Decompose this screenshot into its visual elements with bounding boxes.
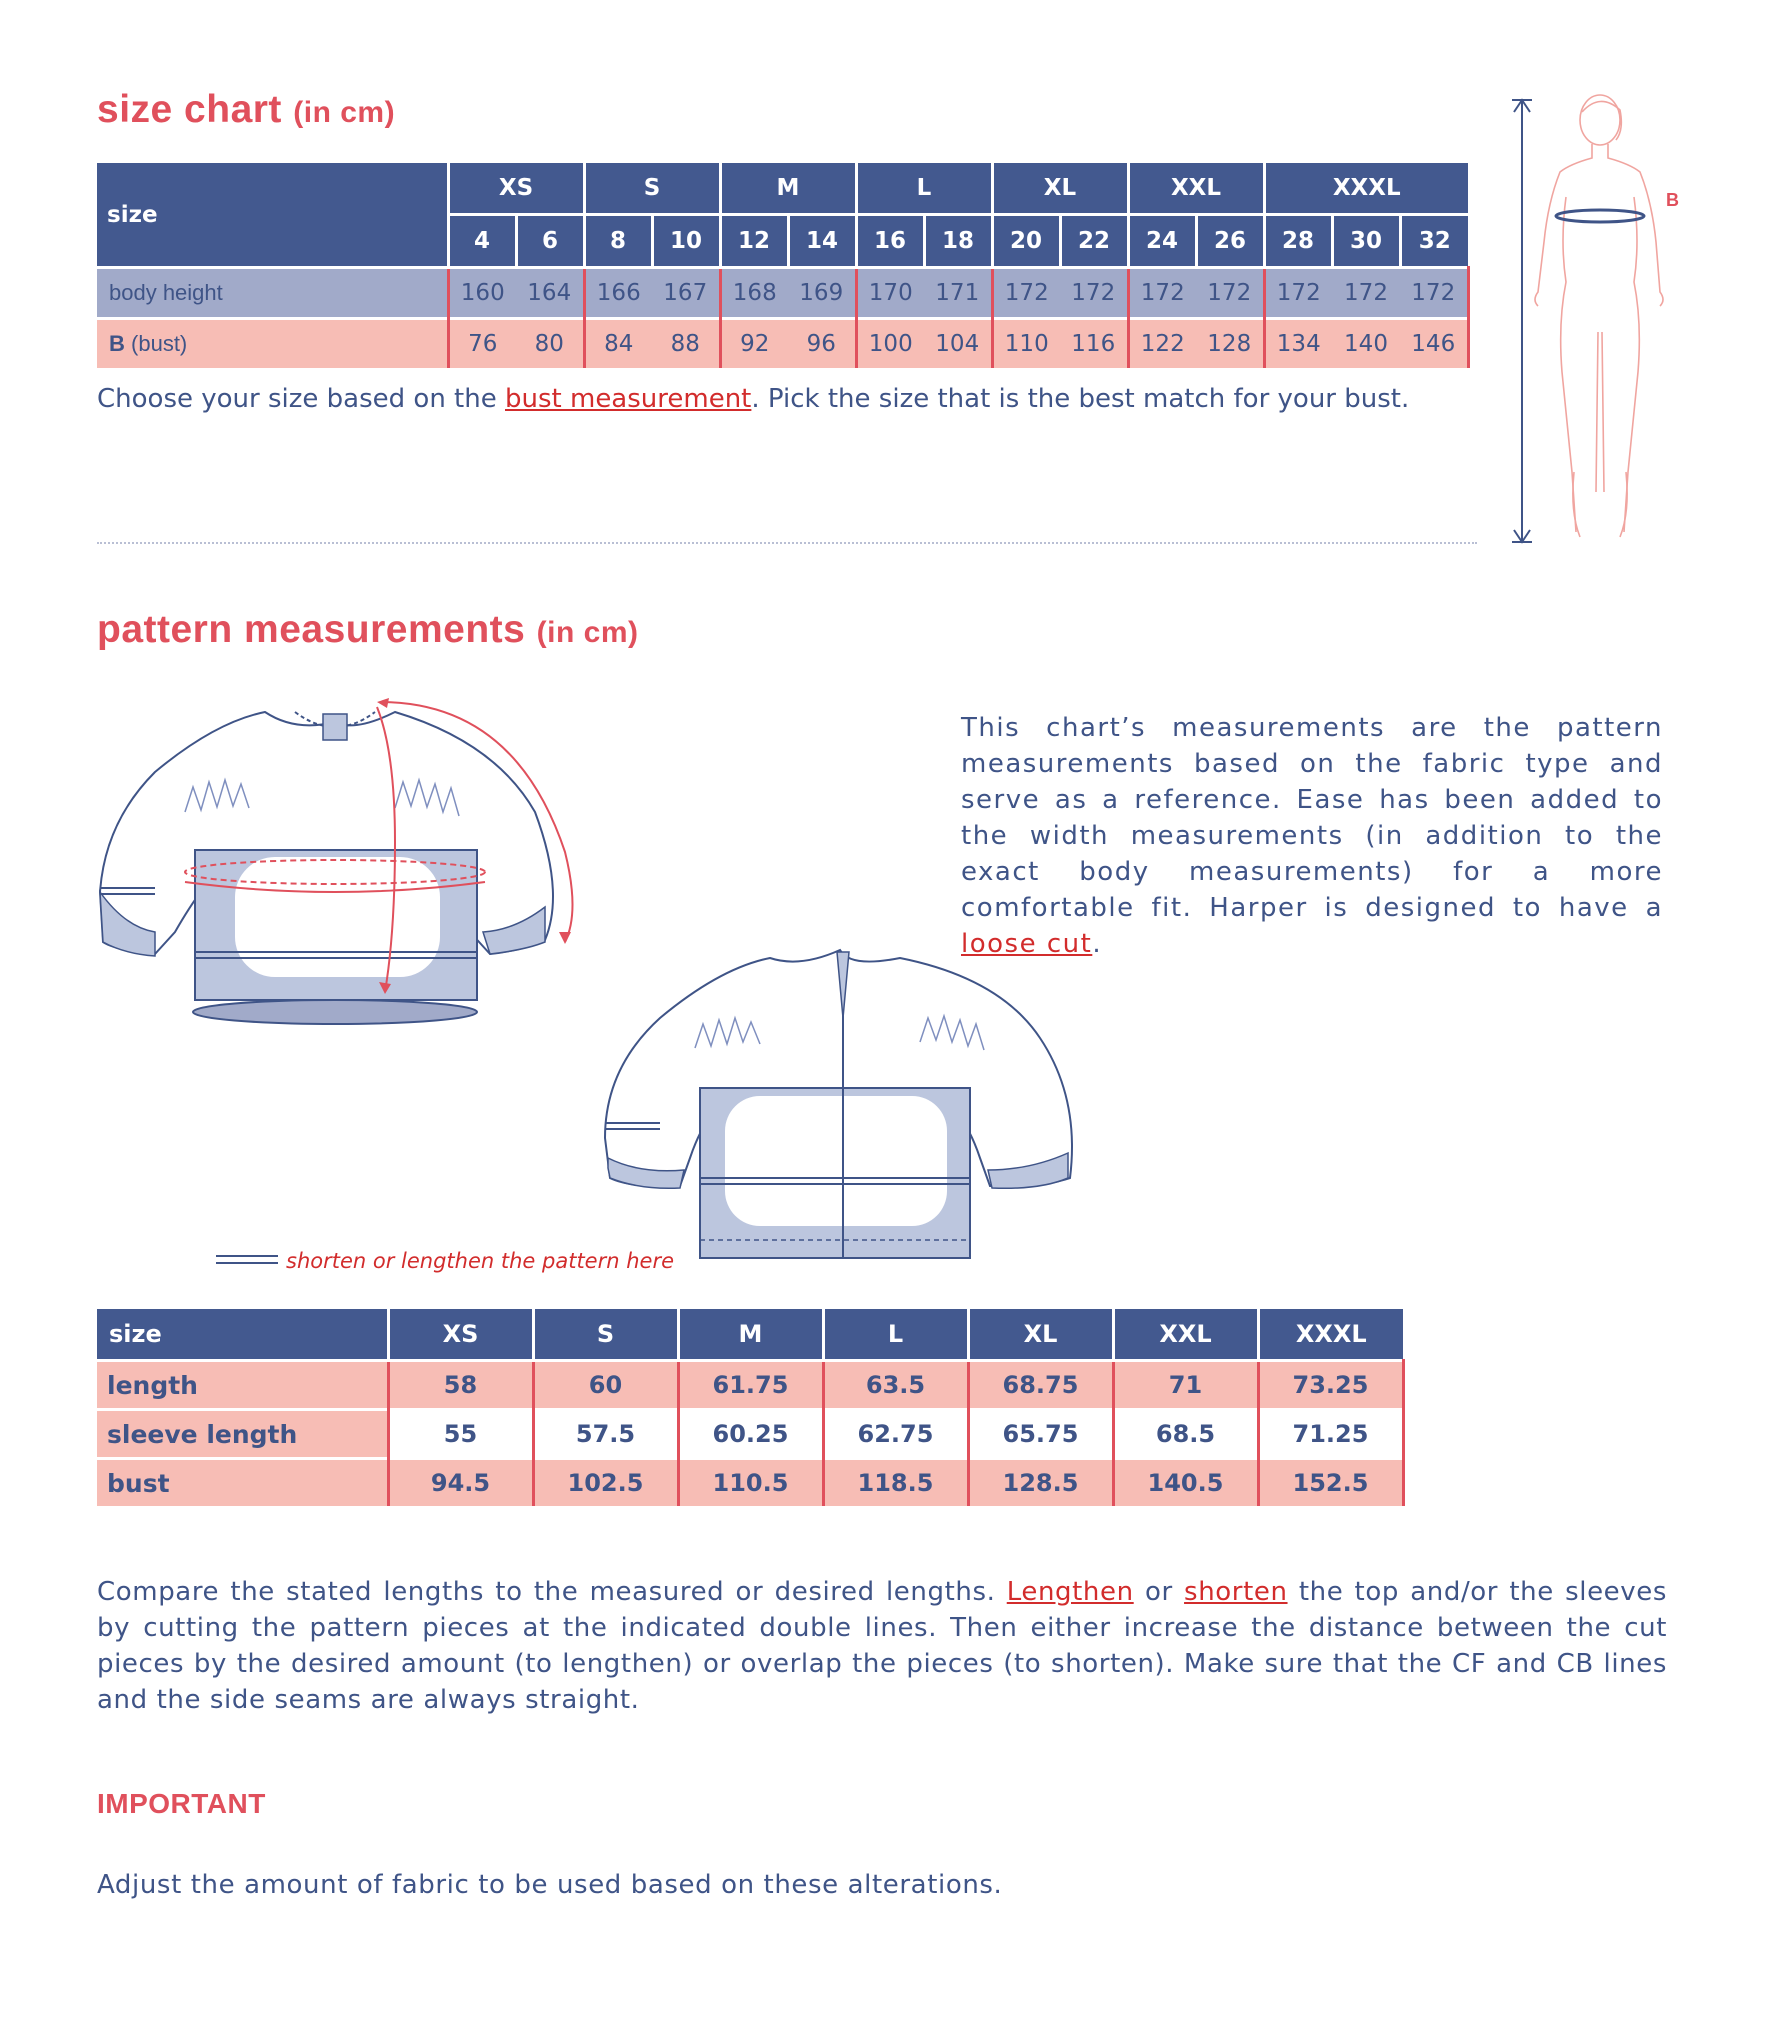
length-cell: 61.75 [678, 1361, 823, 1410]
pattern-header-cell: L [823, 1309, 968, 1361]
body-height-cell: 172 [1196, 268, 1264, 319]
body-height-cell: 168 [720, 268, 788, 319]
body-height-cell: 170 [856, 268, 924, 319]
bust-row [97, 319, 1468, 369]
body-height-cell: 172 [992, 268, 1060, 319]
body-height-cell: 164 [516, 268, 584, 319]
table-row [97, 1361, 1403, 1410]
body-height-cell: 172 [1060, 268, 1128, 319]
size-number: 24 [1128, 215, 1196, 268]
pattern-description-end: . [1092, 929, 1103, 959]
bust-cell: 110 [992, 319, 1060, 369]
pattern-description [961, 710, 1663, 962]
size-number: 10 [652, 215, 720, 268]
bust-cell: 140 [1332, 319, 1400, 369]
pattern-header-cell: S [533, 1309, 678, 1361]
row-label-length: length [97, 1361, 388, 1410]
size-group-m: M [720, 163, 856, 215]
bust-cell: 146 [1400, 319, 1468, 369]
pattern-header-cell: XXXL [1258, 1309, 1403, 1361]
pattern-header-size: size [97, 1309, 388, 1361]
size-number: 16 [856, 215, 924, 268]
bust-value-cell: 140.5 [1113, 1459, 1258, 1507]
size-chart-heading-unit: (in cm) [293, 96, 396, 129]
pattern-heading-text: pattern measurements [97, 608, 526, 651]
size-note-text: Choose your size based on the [97, 384, 505, 414]
bust-label [97, 319, 448, 369]
size-number: 4 [448, 215, 516, 268]
sleeve-length-cell: 57.5 [533, 1410, 678, 1459]
body-height-cell: 160 [448, 268, 516, 319]
bust-value-cell: 118.5 [823, 1459, 968, 1507]
row-label-sleeve-length: sleeve length [97, 1410, 388, 1459]
figure-bust-label: B [1666, 190, 1679, 210]
garment-back-illustration [600, 938, 1090, 1268]
length-cell: 60 [533, 1361, 678, 1410]
body-height-cell: 169 [788, 268, 856, 319]
pattern-header-cell: XXL [1113, 1309, 1258, 1361]
body-height-cell: 172 [1400, 268, 1468, 319]
sleeve-length-cell: 60.25 [678, 1410, 823, 1459]
bust-cell: 76 [448, 319, 516, 369]
bust-cell: 84 [584, 319, 652, 369]
size-number: 32 [1400, 215, 1468, 268]
garment-front-illustration [95, 692, 595, 1032]
bust-label-letter: B [109, 331, 125, 356]
length-cell: 63.5 [823, 1361, 968, 1410]
size-number: 14 [788, 215, 856, 268]
important-label: IMPORTANT [97, 1788, 266, 1819]
pattern-heading [97, 608, 639, 652]
size-note [97, 384, 1409, 414]
table-row [97, 1410, 1403, 1459]
bust-cell: 134 [1264, 319, 1332, 369]
bust-value-cell: 110.5 [678, 1459, 823, 1507]
bust-label-text: (bust) [131, 331, 188, 356]
lengthen-link[interactable]: Lengthen [1006, 1577, 1134, 1607]
size-number: 6 [516, 215, 584, 268]
bust-cell: 96 [788, 319, 856, 369]
pattern-header-row [97, 1309, 1403, 1361]
important-text: Adjust the amount of fabric to be used based on these alterations. [97, 1870, 1003, 1900]
sleeve-length-cell: 55 [388, 1410, 533, 1459]
compare-paragraph [97, 1574, 1667, 1718]
size-group-xxxl: XXXL [1264, 163, 1468, 215]
bust-cell: 92 [720, 319, 788, 369]
legend-label: shorten or lengthen the pattern here [286, 1249, 674, 1273]
bust-measurement-link[interactable]: bust measurement [505, 384, 752, 414]
woman-silhouette-icon [1535, 95, 1663, 537]
bust-value-cell: 94.5 [388, 1459, 533, 1507]
bust-cell: 122 [1128, 319, 1196, 369]
size-number: 12 [720, 215, 788, 268]
size-group-xxl: XXL [1128, 163, 1264, 215]
size-number: 26 [1196, 215, 1264, 268]
pattern-header-cell: M [678, 1309, 823, 1361]
size-number: 22 [1060, 215, 1128, 268]
size-number: 20 [992, 215, 1060, 268]
length-cell: 58 [388, 1361, 533, 1410]
size-note-text-end: . Pick the size that is the best match for your bust. [751, 384, 1410, 414]
body-height-label: body height [97, 268, 448, 319]
height-arrow-icon [1512, 100, 1532, 542]
pattern-measurements-table [97, 1309, 1405, 1506]
body-figure [1500, 92, 1700, 552]
size-chart-heading [97, 88, 395, 132]
length-cell: 71 [1113, 1361, 1258, 1410]
bust-cell: 100 [856, 319, 924, 369]
pattern-header-cell: XS [388, 1309, 533, 1361]
shorten-link[interactable]: shorten [1184, 1577, 1288, 1607]
sleeve-length-cell: 65.75 [968, 1410, 1113, 1459]
bust-cell: 128 [1196, 319, 1264, 369]
size-chart-heading-text: size chart [97, 88, 282, 131]
size-number: 8 [584, 215, 652, 268]
table-row [97, 1459, 1403, 1507]
compare-text-or: or [1133, 1577, 1185, 1607]
compare-text-rest: the top and/or the sleeves by cutting the pattern pieces at the indicated double lines. Then either increase the distance between the cut pieces by the desired amount (to lengthen) or overlap the pieces (to shorten). Make sure that the CF and CB lines and the side seams are always straight. [97, 1577, 1667, 1715]
double-line-legend-icon [216, 1252, 278, 1268]
sleeve-length-cell: 68.5 [1113, 1410, 1258, 1459]
length-cell: 68.75 [968, 1361, 1113, 1410]
length-cell: 73.25 [1258, 1361, 1403, 1410]
size-group-s: S [584, 163, 720, 215]
size-number: 30 [1332, 215, 1400, 268]
body-height-row [97, 268, 1468, 319]
size-group-xl: XL [992, 163, 1128, 215]
sleeve-length-cell: 62.75 [823, 1410, 968, 1459]
loose-cut-link[interactable]: loose cut [961, 929, 1093, 959]
bust-cell: 104 [924, 319, 992, 369]
bust-value-cell: 152.5 [1258, 1459, 1403, 1507]
pattern-heading-unit: (in cm) [536, 616, 639, 649]
bust-cell: 116 [1060, 319, 1128, 369]
compare-text: Compare the stated lengths to the measured or desired lengths. [97, 1577, 1007, 1607]
body-height-cell: 167 [652, 268, 720, 319]
size-number: 18 [924, 215, 992, 268]
bust-line-icon [1556, 210, 1644, 222]
body-height-cell: 166 [584, 268, 652, 319]
size-group-l: L [856, 163, 992, 215]
sleeve-length-cell: 71.25 [1258, 1410, 1403, 1459]
bust-value-cell: 102.5 [533, 1459, 678, 1507]
bust-cell: 88 [652, 319, 720, 369]
bust-value-cell: 128.5 [968, 1459, 1113, 1507]
section-divider [97, 542, 1477, 544]
size-number: 28 [1264, 215, 1332, 268]
size-group-xs: XS [448, 163, 584, 215]
row-label-bust: bust [97, 1459, 388, 1507]
body-height-cell: 172 [1128, 268, 1196, 319]
pattern-description-text: This chart’s measurements are the pattern measurements based on the fabric type and serve as a reference. Ease has been added to the width measurements (in addition to the exact body measurements) for a more comfortable fit. Harper is designed to have a [961, 713, 1663, 923]
body-height-cell: 171 [924, 268, 992, 319]
size-chart-table [97, 163, 1470, 368]
body-height-cell: 172 [1264, 268, 1332, 319]
body-height-cell: 172 [1332, 268, 1400, 319]
pattern-header-cell: XL [968, 1309, 1113, 1361]
size-chart-size-label: size [97, 163, 448, 268]
bust-cell: 80 [516, 319, 584, 369]
